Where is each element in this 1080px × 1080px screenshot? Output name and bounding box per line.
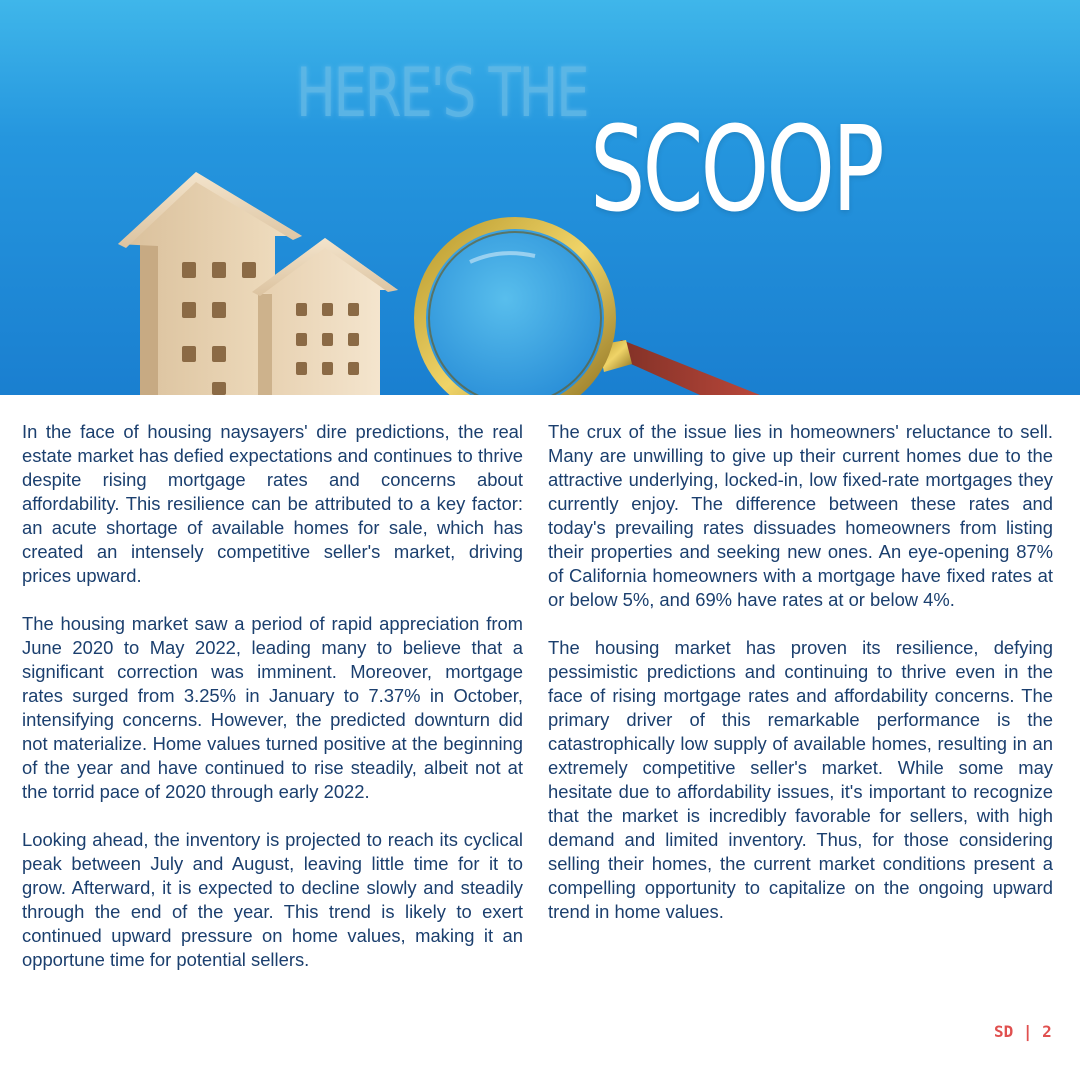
paragraph: In the face of housing naysayers' dire predictions, the real estate market has defied expectations and continues to thrive despite rising mortgage rates and concerns about affordability. This resilience can be attributed to a key factor: an acute shortage of available homes for sale, which has created an intensely competitive seller's market, driving prices upward. xyxy=(22,421,523,586)
paragraph: Looking ahead, the inventory is projected to reach its cyclical peak between July and August, leaving little time for it to grow. Afterward, it is expected to decline slowly and steadily through the end of the year. This trend is likely to exert continued upward pressure on home values, making it an opportune time for potential sellers. xyxy=(22,829,523,970)
title-top: HERE'S THE xyxy=(296,54,588,133)
article-right-column xyxy=(548,420,1053,948)
article-left-column xyxy=(22,420,523,996)
hero-banner xyxy=(0,0,1080,395)
paragraph: The crux of the issue lies in homeowners' reluctance to sell. Many are unwilling to give up their current homes due to the attractive underlying, locked-in, low fixed-rate mortgages they currently enjoy. The difference between these rates and today's prevailing rates dissuades homeowners from listing their properties and seeking new ones. An eye-opening 87% of California homeowners with a mortgage have fixed rates at or below 5%, and 69% have rates at or below 4%. xyxy=(548,421,1053,610)
page-number: SD | 2 xyxy=(994,1022,1052,1041)
paragraph: The housing market has proven its resilience, defying pessimistic predictions and continuing to thrive even in the face of rising mortgage rates and affordability concerns. The primary driver of this remarkable performance is the catastrophically low supply of available homes, resulting in an extremely competitive seller's market. While some may hesitate due to affordability issues, it's important to recognize that the market is incredibly favorable for sellers, with high demand and limited inventory. Thus, for those considering selling their homes, the current market conditions present a compelling opportunity to capitalize on the ongoing upward trend in home values. xyxy=(548,637,1053,922)
title-main: SCOOP xyxy=(590,100,882,238)
paragraph: The housing market saw a period of rapid appreciation from June 2020 to May 2022, leading many to believe that a significant correction was imminent. Moreover, mortgage rates surged from 3.25% in January to 7.37% in October, intensifying concerns. However, the predicted downturn did not materialize. Home values turned positive at the beginning of the year and have continued to rise steadily, albeit not at the torrid pace of 2020 through early 2022. xyxy=(22,613,523,802)
magnifying-glass-icon xyxy=(420,223,760,395)
